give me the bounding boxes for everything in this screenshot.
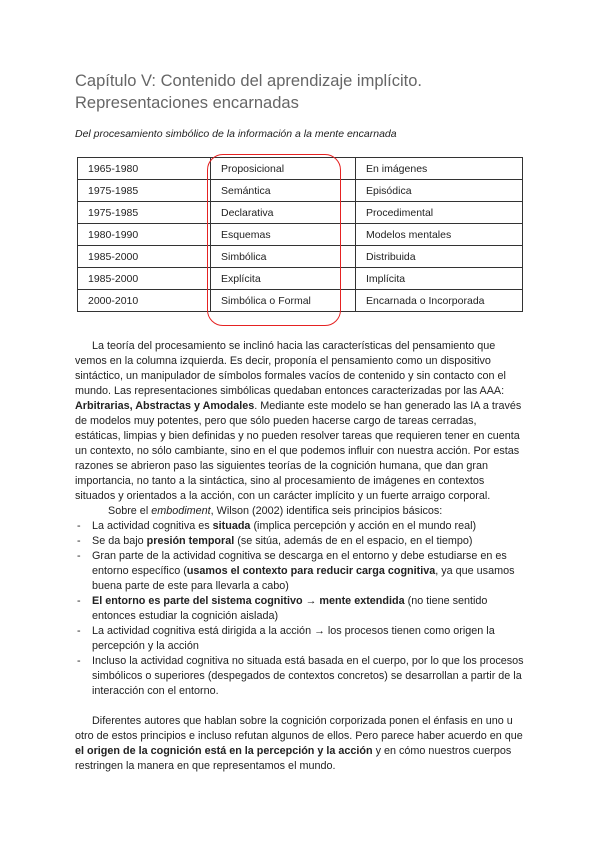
bold-text: El entorno es parte del sistema cognitivo → mente extendida (92, 595, 405, 607)
item-text: (implica percepción y acción en el mundo real) (250, 520, 477, 532)
bold-text: Arbitrarias, Abstractas y Amodales (75, 400, 255, 412)
item-text: , ya que usamos buena parte de este para llevarla a cabo) (92, 565, 515, 592)
left-concept-cell: Proposicional (211, 158, 356, 180)
item-text: (no tiene sentido entonces estudiar la cognición aislada) (92, 595, 488, 622)
period-cell: 1985-2000 (78, 246, 211, 268)
paragraph-theory (75, 339, 525, 774)
list-item (75, 534, 525, 549)
paragraph-text: Diferentes autores que hablan sobre la cognición corporizada ponen el énfasis en uno u otro de estos principios e incluso refutan algunos de ellos. Pero parece haber acuerdo en que (75, 715, 523, 742)
list-item (75, 549, 525, 594)
item-text: La actividad cognitiva está dirigida a la acción → los procesos tienen como origen la percepción y la acción (92, 625, 495, 652)
paragraph-text: Sobre el (108, 505, 152, 517)
paragraph-embodiment (75, 504, 525, 519)
left-concept-cell: Esquemas (211, 224, 356, 246)
item-text: Se da bajo (92, 535, 147, 547)
list-item (75, 654, 525, 699)
list-item (75, 519, 525, 534)
table-caption: Del procesamiento simbólico de la información a la mente encarnada (75, 128, 397, 140)
item-text: Incluso la actividad cognitiva no situada está basada en el cuerpo, por lo que los procesos simbólicos o superiores (despegados de contextos concretos) se desarrollan a partir de la interacción con el entorno. (92, 655, 524, 697)
bold-text: usamos el contexto para reducir carga cognitiva (186, 565, 436, 577)
chapter-title: Capítulo V: Contenido del aprendizaje implícito. Representaciones encarnadas (75, 72, 423, 112)
item-text: La actividad cognitiva es (92, 520, 213, 532)
item-text: Gran parte de la actividad cognitiva se descarga en el entorno y debe estudiarse en es entorno específico ( (92, 550, 507, 577)
period-cell: 1985-2000 (78, 268, 211, 290)
list-item (75, 594, 525, 624)
left-concept-cell: Explícita (211, 268, 356, 290)
period-cell: 1965-1980 (78, 158, 211, 180)
period-cell: 1975-1985 (78, 180, 211, 202)
list-item (75, 624, 525, 654)
paragraph-text: , Wilson (2002) identifica seis principios básicos: (210, 505, 443, 517)
bold-text: presión temporal (146, 535, 235, 547)
right-concept-cell: Distribuida (356, 246, 523, 268)
principles-list (75, 519, 525, 699)
left-concept-cell: Simbólica o Formal (211, 290, 356, 312)
paragraph-text: y en cómo nuestros cuerpos restringen la manera en que representamos el mundo. (75, 745, 512, 772)
right-concept-cell: Encarnada o Incorporada (356, 290, 523, 312)
right-concept-cell: Episódica (356, 180, 523, 202)
paragraph-text: . Mediante este modelo se han generado las IA a través de modelos muy potentes, pero que sólo pueden hacerse cargo de tareas cerradas, estáticas, limpias y bien definidas y no pueden resolver tareas que requieren tener en cuenta un contexto, no sólo cambiante, sino en el que podemos influir con nuestra acción. Por estas razones se abrieron paso las siguientes teorías de la cognición humana, que dan gran importancia, no tanto a la sintáctica, sino al procesamiento de imágenes en contextos situados y orientados a la acción, con un carácter implícito y un fuerte arraigo corporal. (75, 400, 522, 502)
left-concept-cell: Semántica (211, 180, 356, 202)
red-highlight-annotation (207, 154, 341, 326)
left-concept-cell: Simbólica (211, 246, 356, 268)
right-concept-cell: Implícita (356, 268, 523, 290)
left-concept-cell: Declarativa (211, 202, 356, 224)
italic-text: embodiment (151, 505, 211, 517)
period-cell: 1980-1990 (78, 224, 211, 246)
right-concept-cell: Procedimental (356, 202, 523, 224)
right-concept-cell: En imágenes (356, 158, 523, 180)
paragraph-conclusion (75, 714, 525, 774)
right-concept-cell: Modelos mentales (356, 224, 523, 246)
paragraph-text: La teoría del procesamiento se inclinó hacia las características del pensamiento que vemos en la columna izquierda. Es decir, proponía el pensamiento como un dispositivo sintáctico, un manipulador de símbolos formales vacíos de contenido y sin contacto con el mundo. Las representaciones simbólicas quedaban entonces caracterizadas por las AAA: (75, 340, 506, 397)
period-cell: 2000-2010 (78, 290, 211, 312)
bold-text: situada (212, 520, 251, 532)
bold-text: el origen de la cognición está en la percepción y la acción (75, 745, 373, 757)
item-text: (se sitúa, además de en el espacio, en el tiempo) (234, 535, 473, 547)
period-cell: 1975-1985 (78, 202, 211, 224)
